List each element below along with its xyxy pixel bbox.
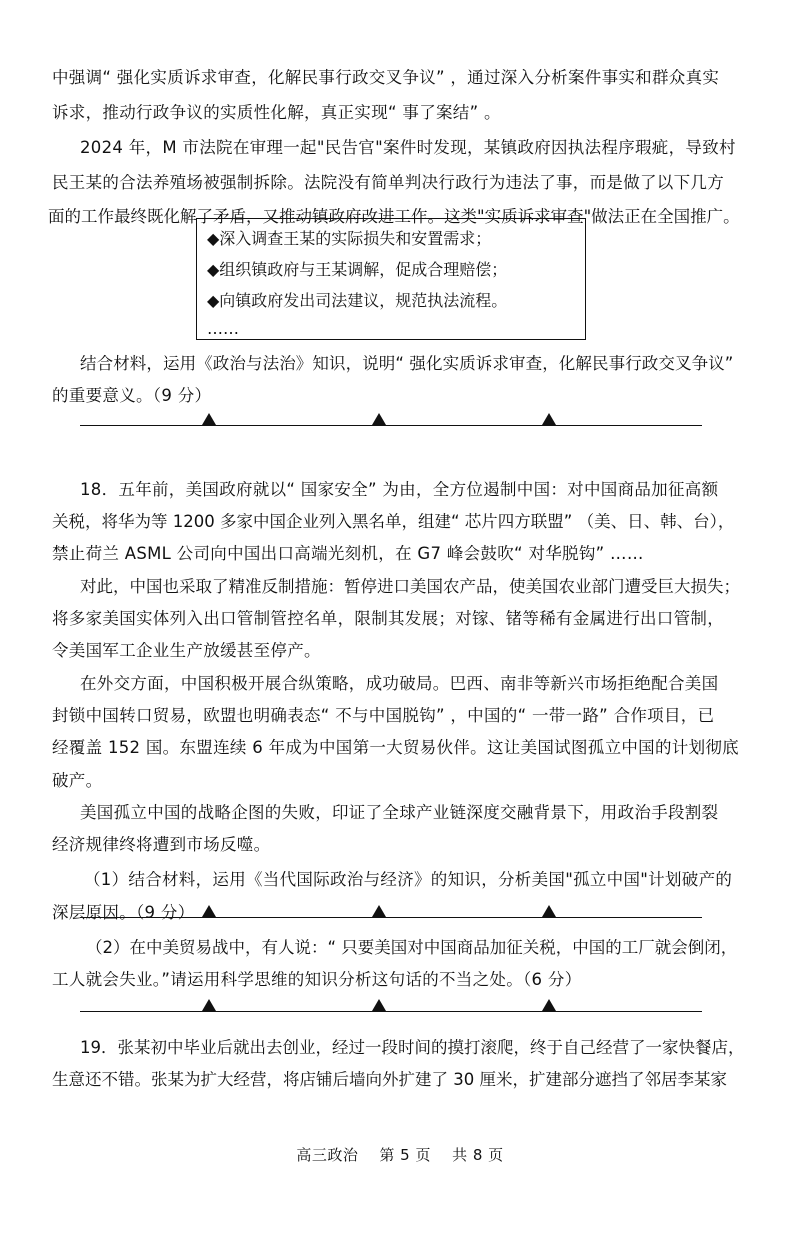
q18-sub2-line-2: 工人就会失业。”请运用科学思维的知识分析这句话的不当之处。（6 分） (52, 970, 582, 989)
q18-line-11: 美国孤立中国的战略企图的失败，印证了全球产业链深度交融背景下，用政治手段割裂 (80, 803, 719, 822)
q18-line-2: 关税，将华为等 1200 多家中国企业列入黑名单，组建“ 芯片四方联盟” （美、日、韩、台）， (52, 512, 735, 531)
intro-line-1: 中强调“ 强化实质诉求审查，化解民事行政交叉争议” ，通过深入分析案件事实和群众真实 (52, 68, 720, 87)
triangle-marker-icon (542, 905, 556, 917)
measure-ellipsis: …… (207, 319, 239, 338)
measure-item: ◆向镇政府发出司法建议，规范执法流程。 (207, 291, 508, 310)
q17-line-1: 结合材料，运用《政治与法治》知识，说明“ 强化实质诉求审查，化解民事行政交叉争议” (80, 354, 734, 373)
page-footer: 高三政治 第 5 页 共 8 页 (296, 1146, 504, 1164)
case-line-2: 民王某的合法养殖场被强制拆除。法院没有简单判决行政行为违法了事，而是做了以下几方 (52, 173, 724, 192)
q18-line-4: 对此，中国也采取了精准反制措施：暂停进口美国农产品，使美国农业部门遭受巨大损失； (80, 577, 740, 596)
q18-line-10: 破产。 (52, 771, 103, 790)
q18-line-7: 在外交方面，中国积极开展合纵策略，成功破局。巴西、南非等新兴市场拒绝配合美国 (80, 674, 719, 693)
case-line-1: 2024 年，M 市法院在审理一起"民告官"案件时发现，某镇政府因执法程序瑕疵，导致村 (80, 138, 736, 157)
case-line-3: 面的工作最终既化解了矛盾，又推动镇政府改进工作。这类"实质诉求审查"做法正在全国推广。 (48, 207, 740, 226)
q18-line-6: 令美国军工企业生产放缓甚至停产。 (52, 641, 321, 660)
triangle-marker-icon (372, 999, 386, 1011)
triangle-marker-icon (542, 999, 556, 1011)
measure-item: ◆组织镇政府与王某调解，促成合理赔偿； (207, 260, 508, 279)
answer-line (80, 425, 702, 426)
triangle-marker-icon (372, 905, 386, 917)
q19-line-2: 生意还不错。张某为扩大经营，将店铺后墙向外扩建了 30 厘米，扩建部分遮挡了邻居李某家 (52, 1070, 727, 1089)
q19-line-1: 19．张某初中毕业后就出去创业，经过一段时间的摸打滚爬，终于自己经营了一家快餐店， (80, 1038, 745, 1057)
intro-line-2: 诉求，推动行政争议的实质性化解，真正实现“ 事了案结” 。 (52, 103, 501, 122)
triangle-marker-icon (202, 413, 216, 425)
triangle-marker-icon (202, 999, 216, 1011)
q18-line-9: 经覆盖 152 国。东盟连续 6 年成为中国第一大贸易伙伴。这让美国试图孤立中国的计划彻底 (52, 738, 739, 757)
q18-line-12: 经济规律终将遭到市场反噬。 (52, 835, 271, 854)
measure-item: ◆深入调查王某的实际损失和安置需求； (207, 229, 492, 248)
answer-line (80, 917, 702, 918)
q18-sub1-line-1: （1）结合材料，运用《当代国际政治与经济》的知识，分析美国"孤立中国"计划破产的 (84, 870, 733, 889)
answer-line (80, 1011, 702, 1012)
measures-box (196, 218, 586, 340)
triangle-marker-icon (372, 413, 386, 425)
q18-line-1: 18．五年前，美国政府就以“ 国家安全” 为由，全方位遏制中国：对中国商品加征高额 (80, 480, 719, 499)
q18-sub2-line-1: （2）在中美贸易战中，有人说：“ 只要美国对中国商品加征关税，中国的工厂就会倒闭， (86, 938, 738, 957)
q18-line-5: 将多家美国实体列入出口管制管控名单，限制其发展；对镓、锗等稀有金属进行出口管制， (52, 609, 724, 628)
triangle-marker-icon (542, 413, 556, 425)
q18-sub1-line-2: 深层原因。（9 分） (52, 903, 195, 922)
q18-line-3: 禁止荷兰 ASML 公司向中国出口高端光刻机，在 G7 峰会鼓吹“ 对华脱钩” …… (52, 544, 644, 563)
q17-line-2: 的重要意义。（9 分） (52, 386, 212, 405)
q18-line-8: 封锁中国转口贸易，欧盟也明确表态“ 不与中国脱钩” ，中国的“ 一带一路” 合作项目，已 (52, 706, 715, 725)
triangle-marker-icon (202, 905, 216, 917)
